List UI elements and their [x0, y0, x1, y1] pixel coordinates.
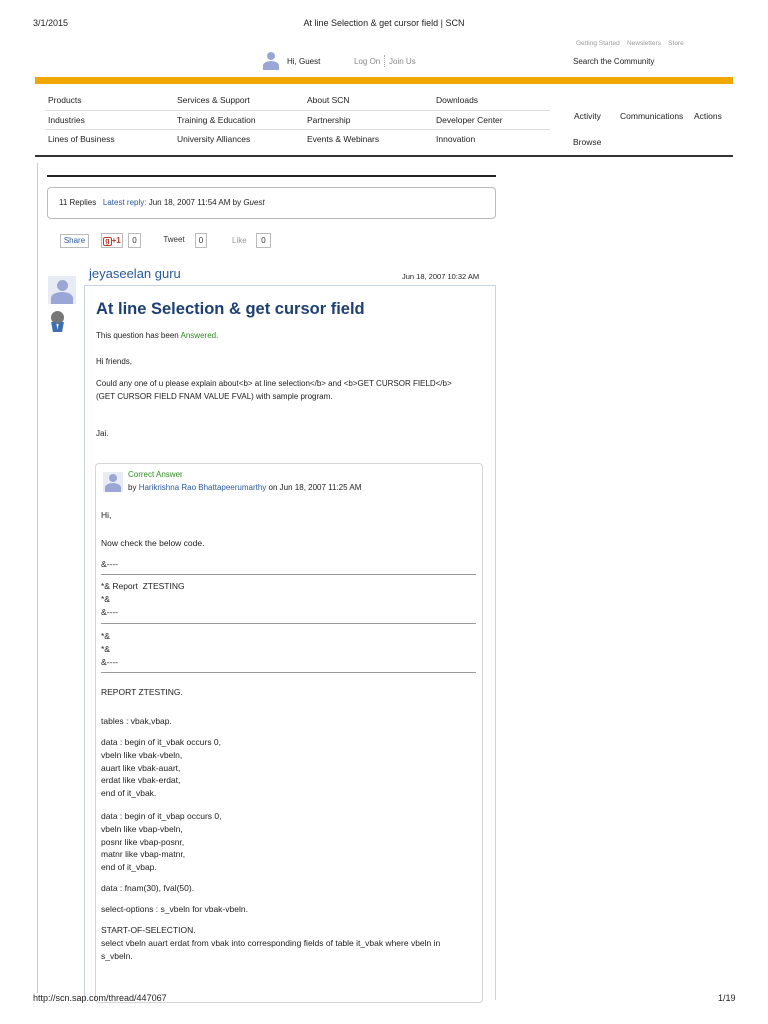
nav-downloads[interactable]: Downloads [436, 95, 479, 105]
code-start-of-selection: START-OF-SELECTION. [101, 925, 196, 935]
print-page: 1/19 [718, 993, 736, 1003]
post-body-line-2: (GET CURSOR FIELD FNAM VALUE FVAL) with sample program. [96, 392, 333, 401]
guest-avatar-icon [262, 52, 280, 70]
author-avatar-icon [48, 276, 76, 304]
log-on-link[interactable]: Log On [354, 57, 381, 66]
header-bottom-rule [35, 155, 733, 157]
nav-divider [45, 110, 550, 111]
nav-about-scn[interactable]: About SCN [307, 95, 350, 105]
nav-events-webinars[interactable]: Events & Webinars [307, 134, 380, 144]
answered-status [96, 331, 218, 340]
tweet-button[interactable]: Tweet [154, 233, 194, 248]
tweet-count: 0 [195, 233, 207, 248]
answer-hi: Hi, [101, 510, 112, 520]
code-line: &---- [101, 559, 118, 569]
code-line: &---- [101, 607, 118, 617]
latest-reply-date: Jun 18, 2007 11:54 AM by [148, 198, 242, 207]
google-plus-icon: g [105, 238, 110, 245]
reply-count: 11 Replies [59, 198, 97, 207]
post-title: At line Selection & get cursor field [96, 300, 365, 318]
thread-summary-text [59, 198, 265, 207]
getting-started-link[interactable]: Getting Started [576, 40, 620, 47]
post-greeting: Hi friends, [96, 357, 133, 366]
nav-browse[interactable]: Browse [573, 137, 602, 147]
code-rule [101, 574, 476, 575]
code-select-line-1: select vbeln auart erdat from vbak into corresponding fields of table it_vbak where vbeln in [101, 938, 441, 948]
search-community[interactable]: Search the Community [573, 57, 655, 66]
like-button[interactable]: Like [232, 236, 247, 245]
share-button[interactable]: Share [60, 234, 89, 248]
post-body-line-1: Could any one of u please explain about<b> at line selection</b> and <b>GET CURSOR FIELD</b> [96, 379, 452, 388]
code-line: *& [101, 644, 110, 654]
answer-author-link[interactable]: Harikrishna Rao Bhattapeerumarthy [138, 483, 267, 492]
nav-products[interactable]: Products [48, 95, 82, 105]
nav-partnership[interactable]: Partnership [307, 115, 351, 125]
google-plus-button[interactable] [101, 233, 123, 248]
code-line: *& [101, 594, 110, 604]
nav-training-education[interactable]: Training & Education [177, 115, 256, 125]
content-frame-left [37, 163, 38, 993]
code-fnam: data : fnam(30), fval(50). [101, 883, 195, 893]
nav-divider [45, 129, 550, 130]
answer-check-text: Now check the below code. [101, 538, 205, 548]
google-plus-count: 0 [128, 233, 141, 248]
code-select-line-2: s_vbeln. [101, 951, 133, 961]
latest-reply-author: Guest [243, 198, 265, 207]
code-tables: tables : vbak,vbap. [101, 716, 172, 726]
user-link-divider [384, 55, 385, 67]
accent-bar [35, 77, 733, 84]
top-links [576, 40, 684, 47]
answered-status-prefix: This question has been [96, 331, 179, 340]
code-vbap-block: data : begin of it_vbap occurs 0, vbeln like vbap-vbeln, posnr like vbap-posnr, matnr like vbap-matnr, end of it_vbap. [101, 811, 222, 873]
print-date: 3/1/2015 [33, 18, 69, 28]
byline-by: by [128, 483, 137, 492]
code-rule [101, 672, 476, 673]
code-line: *& Report ZTESTING [101, 581, 185, 591]
answer-author-avatar-icon [103, 472, 123, 492]
answered-status-word: Answered. [180, 331, 219, 340]
post-author[interactable]: jeyaseelan guru [89, 266, 181, 281]
nav-actions[interactable]: Actions [694, 111, 722, 121]
code-line: &---- [101, 657, 118, 667]
code-rule [101, 623, 476, 624]
newsletters-link[interactable]: Newsletters [626, 40, 661, 47]
google-plus-label: +1 [111, 236, 121, 245]
nav-developer-center[interactable]: Developer Center [436, 115, 503, 125]
join-us-link[interactable]: Join Us [389, 57, 416, 66]
nav-activity[interactable]: Activity [574, 111, 601, 121]
guest-greeting: Hi, Guest [287, 57, 321, 66]
correct-answer-label: Correct Answer [128, 470, 183, 479]
nav-innovation[interactable]: Innovation [436, 134, 476, 144]
correct-answer-byline [128, 483, 361, 492]
print-title: At line Selection & get cursor field | SCN [303, 18, 465, 28]
code-report: REPORT ZTESTING. [101, 687, 183, 697]
post-signoff: Jai. [96, 429, 109, 438]
code-select-options: select-options : s_vbeln for vbak-vbeln. [101, 904, 248, 914]
nav-industries[interactable]: Industries [48, 115, 85, 125]
nav-lines-of-business[interactable]: Lines of Business [48, 134, 115, 144]
print-url: http://scn.sap.com/thread/447067 [33, 993, 167, 1003]
nav-university-alliances[interactable]: University Alliances [177, 134, 251, 144]
code-vbak-block: data : begin of it_vbak occurs 0, vbeln like vbak-vbeln, auart like vbak-auart, erdat like vbak-erdat, end of it_vbak. [101, 737, 222, 799]
code-line: *& [101, 631, 110, 641]
store-link[interactable]: Store [668, 40, 684, 47]
like-count: 0 [256, 233, 271, 248]
answer-date: on Jun 18, 2007 11:25 AM [268, 483, 362, 492]
nav-services-support[interactable]: Services & Support [177, 95, 250, 105]
latest-reply-label[interactable]: Latest reply: [102, 198, 147, 207]
post-date: Jun 18, 2007 10:32 AM [402, 272, 480, 281]
badge-icon [51, 311, 65, 333]
thread-summary-topline [47, 175, 496, 177]
nav-communications[interactable]: Communications [620, 111, 684, 121]
